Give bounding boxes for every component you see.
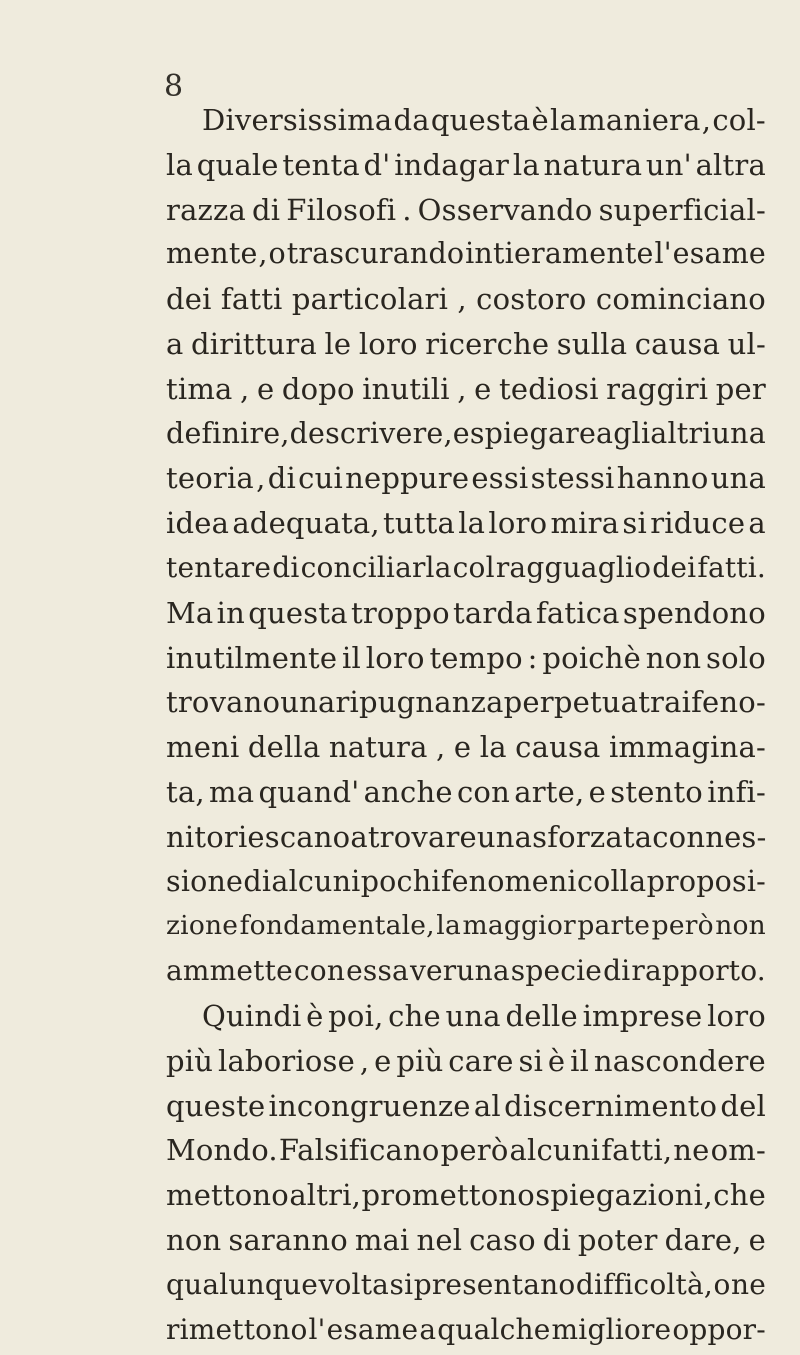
word: sulla <box>556 326 628 361</box>
text-line <box>166 412 766 457</box>
word: tutta <box>383 506 455 541</box>
word: a <box>350 819 368 854</box>
word: stessi <box>530 461 615 496</box>
word: di <box>542 1222 571 1257</box>
word: una <box>280 685 336 720</box>
word: la <box>479 730 507 765</box>
word: loro <box>488 506 548 541</box>
word: presentano <box>413 1267 576 1301</box>
word: però <box>651 910 714 942</box>
word: , <box>457 371 467 406</box>
word: costoro <box>476 282 587 317</box>
word: tentare <box>166 550 272 584</box>
word: della <box>247 730 321 765</box>
word: mente <box>166 237 258 271</box>
word: o <box>268 237 286 271</box>
word: incongruenze <box>268 1088 471 1123</box>
word: l' <box>654 237 672 271</box>
word: fondamentale, <box>239 910 435 942</box>
word: superficial- <box>598 192 766 227</box>
word: nito <box>166 819 224 854</box>
word: laboriose <box>217 1043 355 1078</box>
word: fatti <box>220 282 283 317</box>
word: promettono <box>361 1178 535 1213</box>
word: di <box>251 192 281 227</box>
word: poter <box>577 1222 658 1257</box>
word: rimettono <box>166 1312 308 1346</box>
word: altri <box>650 416 712 450</box>
word: om- <box>710 1133 766 1168</box>
word: dirittura <box>191 326 317 361</box>
page-number: 8 <box>164 69 184 104</box>
word: inutili <box>362 371 450 406</box>
word: che <box>388 998 441 1033</box>
word: essa <box>346 954 409 988</box>
word: neppure <box>345 461 470 496</box>
word: infi- <box>707 774 766 809</box>
word: dare, <box>664 1222 742 1257</box>
word: il <box>342 640 361 675</box>
word: qualunque <box>166 1267 318 1301</box>
word: agli <box>596 416 651 450</box>
word: meni <box>166 730 240 765</box>
word: colla <box>576 864 647 898</box>
word: tempo <box>429 640 523 675</box>
word: solo <box>706 640 766 675</box>
word: e <box>588 774 607 809</box>
word: e <box>474 371 492 406</box>
word: teoria <box>166 461 254 496</box>
word: a <box>166 326 184 361</box>
word: ma <box>209 774 255 809</box>
text-line <box>166 904 766 949</box>
word: : <box>527 640 538 675</box>
text-line <box>166 1128 766 1173</box>
word: Diversissima <box>202 103 393 137</box>
word: pochi <box>360 864 441 898</box>
word: , <box>359 1043 370 1078</box>
word: maniera <box>578 103 701 137</box>
word: hanno <box>616 461 709 496</box>
text-line <box>166 591 766 636</box>
word: tenta <box>282 147 360 182</box>
word: e <box>256 371 275 406</box>
word: e <box>374 1043 392 1078</box>
word: loro <box>365 640 425 675</box>
word: rapporto. <box>631 954 766 988</box>
word: trascurando <box>286 237 465 271</box>
word: dei <box>166 282 212 317</box>
word: mira <box>550 506 620 541</box>
word: la <box>458 506 486 541</box>
word: Falsificano <box>278 1133 440 1168</box>
word: feno- <box>691 685 766 720</box>
word: e <box>452 416 470 450</box>
word: Osservando <box>417 192 593 227</box>
word: fatti, <box>601 1133 673 1168</box>
word: parte <box>577 910 651 942</box>
word: maggior <box>462 910 576 942</box>
word: quand' <box>258 774 360 809</box>
word: si <box>622 506 647 541</box>
text-line <box>166 636 766 681</box>
word: ta, <box>166 774 205 809</box>
word: di <box>272 550 300 584</box>
word: tediosi <box>499 371 599 406</box>
word: difficoltà, <box>575 1267 713 1301</box>
word: questa <box>248 595 348 630</box>
word: , <box>457 282 467 317</box>
text-line <box>166 1263 766 1308</box>
word: con <box>293 954 346 988</box>
word: non <box>715 910 766 942</box>
word: per <box>715 371 766 406</box>
text-line <box>166 143 766 188</box>
word: essi <box>471 461 529 496</box>
text-line <box>166 860 766 905</box>
text-line <box>166 1039 766 1084</box>
word: perpetua <box>503 685 639 720</box>
word: una <box>476 819 533 854</box>
word: razza <box>166 192 246 227</box>
word: la <box>550 103 577 137</box>
word: l' <box>308 1312 326 1346</box>
text-line <box>166 1308 766 1353</box>
word: trovare <box>367 819 477 854</box>
word: a <box>419 1312 437 1346</box>
word: inutilmente <box>166 640 338 675</box>
word: sforzata <box>532 819 653 854</box>
text-line <box>166 188 766 233</box>
word: altri, <box>289 1178 362 1213</box>
word: zione <box>166 910 239 942</box>
text-line <box>166 1173 766 1218</box>
word: oppor- <box>672 1312 766 1346</box>
word: dopo <box>281 371 355 406</box>
word: non <box>166 1222 222 1257</box>
word: una <box>445 998 501 1033</box>
word: , <box>436 730 446 765</box>
word: o <box>713 1267 731 1301</box>
text-line <box>166 367 766 412</box>
word: anche <box>363 774 453 809</box>
word: loro <box>358 326 418 361</box>
word: delle <box>505 998 578 1033</box>
word: , <box>703 1178 713 1213</box>
text-line <box>166 680 766 725</box>
word: specie <box>510 954 603 988</box>
text-line <box>166 501 766 546</box>
word: una <box>711 416 766 450</box>
text-line <box>166 456 766 501</box>
word: non <box>645 640 702 675</box>
word: ne <box>730 1267 766 1301</box>
word: con <box>456 774 510 809</box>
word: del <box>720 1088 766 1123</box>
word: riescano <box>223 819 351 854</box>
word: ul- <box>727 326 766 361</box>
word: , <box>240 371 250 406</box>
word: ragguaglio <box>495 550 652 584</box>
word: , <box>443 416 453 450</box>
word: d' <box>363 147 391 182</box>
text-line <box>166 322 766 367</box>
word: immagina- <box>608 730 766 765</box>
word: esame <box>326 1312 419 1346</box>
word: caso <box>469 1222 536 1257</box>
word: natura <box>543 147 643 182</box>
word: migliore <box>551 1312 672 1346</box>
word: più <box>396 1043 444 1078</box>
word: di <box>243 864 272 898</box>
word: questa <box>430 103 531 137</box>
word: alcuni <box>271 864 361 898</box>
word: causa <box>515 730 601 765</box>
word: troppo <box>350 595 450 630</box>
word: ricerche <box>425 326 550 361</box>
word: particolari <box>291 282 449 317</box>
word: è <box>306 998 324 1033</box>
word: di <box>267 461 296 496</box>
word: saranno <box>228 1222 348 1257</box>
word: mettono <box>166 1178 289 1213</box>
word: veruna <box>409 954 510 988</box>
word: la <box>166 147 193 182</box>
word: conciliarla <box>300 550 452 584</box>
word: fenomeni <box>440 864 577 898</box>
word: raggiri <box>606 371 709 406</box>
word: riduce <box>650 506 746 541</box>
word: le <box>324 326 352 361</box>
text-line <box>166 770 766 815</box>
word: di <box>603 954 631 988</box>
word: ne <box>673 1133 710 1168</box>
word: è <box>547 1043 566 1078</box>
text-line <box>166 815 766 860</box>
word: arte, <box>514 774 585 809</box>
word: una <box>710 461 766 496</box>
word: spiegare <box>469 416 597 450</box>
word: stento <box>610 774 703 809</box>
word: intieramente <box>465 237 654 271</box>
text-line <box>166 949 766 994</box>
word: dei <box>652 550 697 584</box>
word: esame <box>672 237 766 271</box>
word: proposi- <box>646 864 766 898</box>
word: a <box>748 506 766 541</box>
word: . <box>402 192 412 227</box>
word: connes- <box>652 819 767 854</box>
word: trovano <box>166 685 281 720</box>
word: cui <box>298 461 343 496</box>
word: il <box>570 1043 590 1078</box>
word: fatti. <box>697 550 766 584</box>
text-line <box>166 546 766 591</box>
text-line <box>166 232 766 277</box>
word: poichè <box>542 640 641 675</box>
word: imprese <box>582 998 703 1033</box>
word: Mondo. <box>166 1133 278 1168</box>
word: altra <box>695 147 766 182</box>
word: però <box>440 1133 509 1168</box>
word: mai <box>354 1222 410 1257</box>
word: , <box>258 237 268 271</box>
word: è <box>531 103 549 137</box>
word: spiegazioni <box>535 1178 704 1213</box>
word: e <box>453 730 472 765</box>
word: qualche <box>437 1312 551 1346</box>
word: alcuni <box>509 1133 601 1168</box>
word: quale <box>196 147 279 182</box>
word: Filosofi <box>286 192 397 227</box>
word: poi, <box>328 998 384 1033</box>
word: si <box>389 1267 414 1301</box>
word: la <box>436 910 461 942</box>
word: nascondere <box>593 1043 766 1078</box>
word: idea <box>166 506 230 541</box>
word: causa <box>634 326 721 361</box>
text-line <box>166 725 766 770</box>
text-line <box>166 1084 766 1129</box>
word: la <box>512 147 540 182</box>
word: natura <box>328 730 428 765</box>
word: spendono <box>622 595 766 630</box>
text-line <box>166 1218 766 1263</box>
word: discernimento <box>504 1088 718 1123</box>
word: e <box>748 1222 766 1257</box>
word: indagar <box>394 147 510 182</box>
word: loro <box>707 998 766 1033</box>
word: , <box>701 103 712 137</box>
word: si <box>518 1043 544 1078</box>
word: col- <box>712 103 766 137</box>
word: Quindi <box>202 998 302 1033</box>
word: care <box>448 1043 514 1078</box>
word: queste <box>166 1088 266 1123</box>
word: fatica <box>535 595 620 630</box>
word: nel <box>416 1222 463 1257</box>
word: sione <box>166 864 244 898</box>
word: tima <box>166 371 233 406</box>
word: volta <box>318 1267 390 1301</box>
word: i <box>681 685 692 720</box>
word: , <box>256 461 266 496</box>
text-line <box>166 277 766 322</box>
word: più <box>166 1043 214 1078</box>
text-line <box>166 994 766 1039</box>
word: ammette <box>166 954 293 988</box>
word: un' <box>645 147 692 182</box>
word: definire, <box>166 416 290 450</box>
body-text <box>166 98 766 1352</box>
word: cominciano <box>595 282 766 317</box>
word: che <box>713 1178 766 1213</box>
word: al <box>473 1088 501 1123</box>
text-line <box>166 98 766 143</box>
word: da <box>393 103 430 137</box>
word: tarda <box>453 595 533 630</box>
word: Ma <box>166 595 214 630</box>
word: tra <box>638 685 682 720</box>
word: descrivere <box>289 416 444 450</box>
word: adequata, <box>232 506 380 541</box>
word: ripugnanza <box>335 685 504 720</box>
word: in <box>216 595 246 630</box>
word: col <box>452 550 495 584</box>
